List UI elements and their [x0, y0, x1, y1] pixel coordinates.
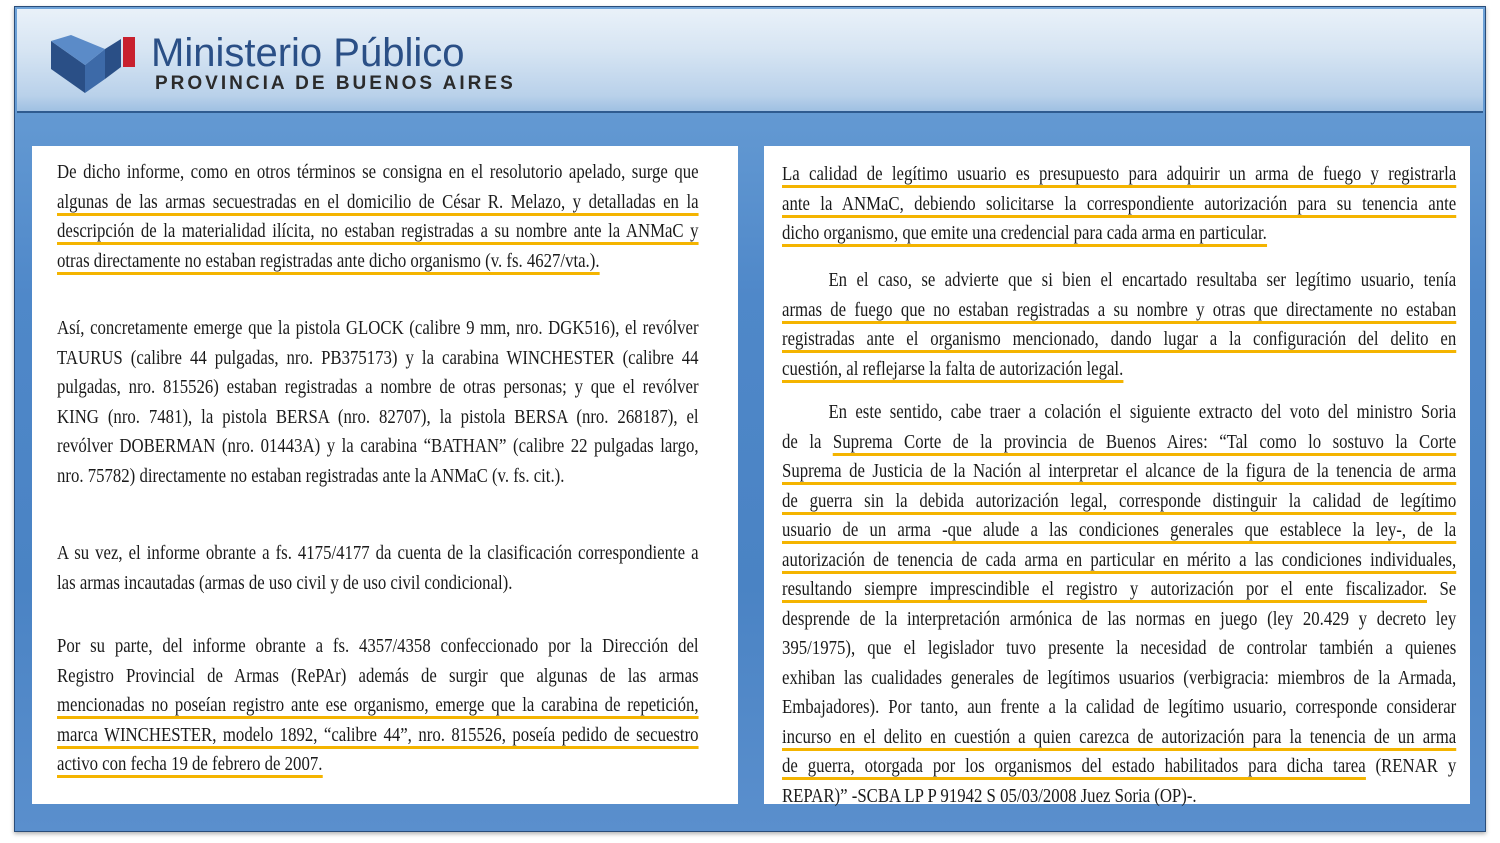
highlighted-text: marca WINCHESTER, modelo 1892, “calibre 44”, nro. 815526, poseía pedido de secuestro	[57, 725, 699, 749]
highlighted-text: de guerra, otorgada por los organismos del estado habilitados para dicha tarea	[782, 756, 1366, 780]
text-line: KING (nro. 7481), la pistola BERSA (nro. 82707), la pistola BERSA (nro. 268187), el	[57, 406, 699, 428]
text-line	[57, 750, 699, 780]
text-line	[782, 457, 1456, 487]
text-line	[57, 188, 699, 218]
highlighted-text: cuestión, al reflejarse la falta de autorización legal.	[782, 359, 1123, 383]
left-paragraph-3	[57, 539, 699, 598]
highlighted-text: autorización de tenencia de cada arma en particular en mérito a las condiciones individuales,	[782, 550, 1456, 574]
text-line	[782, 219, 1456, 249]
highlighted-text: algunas de las armas secuestradas en el domicilio de César R. Melazo, y detalladas en la	[57, 192, 699, 216]
text-line: revólver DOBERMAN (nro. 01443A) y la carabina “BATHAN” (calibre 22 pulgadas largo,	[57, 436, 699, 457]
text-line	[782, 428, 1456, 458]
highlighted-text: mencionadas no poseían registro ante ese organismo, emerge que la carabina de repetición,	[57, 695, 699, 719]
plain-text: (RENAR y	[1365, 756, 1457, 777]
text-line	[782, 516, 1456, 546]
text-line	[782, 487, 1456, 517]
text-line	[782, 546, 1456, 576]
right-paragraph-2	[782, 266, 1456, 384]
text-line: A su vez, el informe obrante a fs. 4175/4177 da cuenta de la clasificación correspondiente a	[57, 543, 699, 564]
text-line	[782, 355, 1456, 385]
text-line	[782, 160, 1456, 190]
text-line: Embajadores). Por tanto, aun frente a la calidad de legítimo usuario, corresponde considerar	[782, 697, 1457, 718]
left-paragraph-2	[57, 314, 699, 491]
text-line: En este sentido, cabe traer a colación el siguiente extracto del voto del ministro Soria	[828, 402, 1457, 423]
text-line: exhiban las cualidades generales de legítimos usuarios (verbigracia: miembros de la Armada,	[782, 667, 1457, 689]
highlighted-text: de guerra sin la debida autorización legal, corresponde distinguir la calidad de legítimo	[782, 491, 1456, 515]
highlighted-text: La calidad de legítimo usuario es presupuesto para adquirir un arma de fuego y registrarla	[782, 164, 1456, 188]
header-banner	[17, 9, 1483, 113]
text-line: 395/1975), que el legislador tuvo presente la necesidad de controlar también a quienes	[782, 638, 1457, 659]
text-line	[782, 575, 1456, 605]
highlighted-text: dicho organismo, que emite una credencial para cada arma en particular.	[782, 223, 1267, 247]
text-line	[57, 217, 699, 247]
highlighted-text: resultando siempre imprescindible el registro y autorización por el ente fiscalizador.	[782, 579, 1427, 603]
left-paragraph-4	[57, 632, 699, 780]
text-line	[782, 296, 1456, 326]
text-line: desprende de la interpretación armónica de las normas en juego (ley 20.429 y decreto ley	[782, 608, 1457, 630]
text-line	[782, 752, 1456, 782]
text-line: Registro Provincial de Armas (RePAr) además de surgir que algunas de las armas	[57, 665, 699, 687]
highlighted-text: armas de fuego que no estaban registradas a su nombre y otras que directamente no estaban	[782, 300, 1456, 324]
right-text-panel	[764, 146, 1470, 807]
text-line	[57, 691, 699, 721]
text-line: En el caso, se advierte que si bien el encartado resultaba ser legítimo usuario, tenía	[828, 270, 1457, 291]
left-text-panel	[32, 146, 738, 804]
plain-text: Se	[1427, 579, 1457, 600]
header-subtitle: PROVINCIA DE BUENOS AIRES	[155, 73, 516, 94]
text-line	[57, 721, 699, 751]
highlighted-text: otras directamente no estaban registradas ante dicho organismo (v. fs. 4627/vta.).	[57, 251, 600, 275]
highlighted-text: Suprema Corte de la provincia de Buenos Aires: “Tal como lo sostuvo la Corte	[833, 432, 1456, 456]
text-line: De dicho informe, como en otros términos se consigna en el resolutorio apelado, surge que	[57, 162, 699, 183]
text-line	[782, 723, 1456, 753]
text-line: las armas incautadas (armas de uso civil y de uso civil condicional).	[57, 572, 513, 594]
highlighted-text: incurso en el delito en cuestión a quien carezca de autorización para la tenencia de un arma	[782, 727, 1456, 751]
text-line: Por su parte, del informe obrante a fs. 4357/4358 confeccionado por la Dirección del	[57, 636, 699, 657]
highlighted-text: ante la ANMaC, debiendo solicitarse la correspondiente autorización para su tenencia ante	[782, 194, 1456, 218]
right-paragraph-3	[782, 398, 1456, 811]
ministerio-publico-logo-icon	[51, 35, 137, 93]
highlighted-text: registradas ante el organismo mencionado, dando lugar a la configuración del delito en	[782, 329, 1456, 353]
right-paragraph-1	[782, 160, 1456, 249]
text-line	[57, 247, 699, 277]
left-paragraph-1	[57, 158, 699, 276]
highlighted-text: usuario de un arma -que alude a las condiciones generales que establece la ley-, de la	[782, 520, 1456, 544]
text-line	[782, 325, 1456, 355]
plain-text: de la	[782, 431, 833, 453]
text-line: REPAR)” -SCBA LP P 91942 S 05/03/2008 Juez Soria (OP)-.	[782, 785, 1197, 807]
highlighted-text: activo con fecha 19 de febrero de 2007.	[57, 754, 322, 778]
text-line: Así, concretamente emerge que la pistola GLOCK (calibre 9 mm, nro. DGK516), el revólver	[57, 318, 699, 339]
highlighted-text: Suprema de Justicia de la Nación al interpretar el alcance de la figura de la tenencia de arma	[782, 461, 1456, 485]
header-title: Ministerio Público	[151, 31, 465, 75]
text-line: pulgadas, nro. 815526) estaban registradas a nombre de otras personas; y que el revólver	[57, 377, 699, 398]
text-line: nro. 75782) directamente no estaban registradas ante la ANMaC (v. fs. cit.).	[57, 465, 565, 487]
text-line: TAURUS (calibre 44 pulgadas, nro. PB375173) y la carabina WINCHESTER (calibre 44	[57, 347, 699, 369]
text-line	[782, 190, 1456, 220]
highlighted-text: descripción de la materialidad ilícita, no estaban registradas a su nombre ante la ANMaC y	[57, 221, 699, 245]
